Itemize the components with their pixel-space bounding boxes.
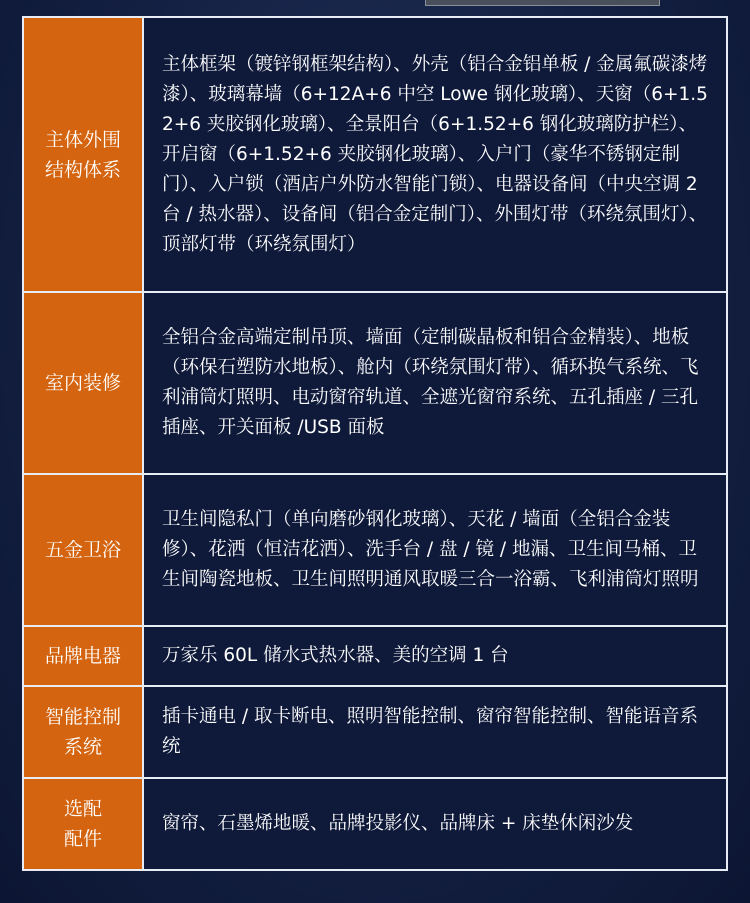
category-cell (23, 474, 143, 626)
table-row (23, 292, 727, 474)
category-cell (23, 778, 143, 870)
content-cell: 全铝合金高端定制吊顶、墙面（定制碳晶板和铝合金精装）、地板（环保石塑防水地板）、舱内（环绕氛围灯带）、循环换气系统、飞利浦筒灯照明、电动窗帘轨道、全遮光窗帘系统、五孔插座 / 三孔插座、开关面板 /USB 面板 (143, 292, 727, 474)
table-row (23, 626, 727, 686)
table-row (23, 17, 727, 292)
table-row (23, 778, 727, 870)
category-label: 室内装修 (44, 372, 121, 394)
category-cell (23, 626, 143, 686)
content-cell: 插卡通电 / 取卡断电、照明智能控制、窗帘智能控制、智能语音系统 (143, 686, 727, 778)
content-cell: 卫生间隐私门（单向磨砂钢化玻璃）、天花 / 墙面（全铝合金装修）、花洒（恒洁花洒）、洗手台 / 盘 / 镜 / 地漏、卫生间马桶、卫生间陶瓷地板、卫生间照明通风取暖三合一浴霸、飞利浦筒灯照明 (143, 474, 727, 626)
content-cell: 万家乐 60L 储水式热水器、美的空调 1 台 (143, 626, 727, 686)
category-label: 智能控制系统 (44, 706, 121, 758)
table-row (23, 474, 727, 626)
category-label: 品牌电器 (44, 645, 121, 667)
category-label: 选配配件 (63, 798, 102, 850)
content-cell: 窗帘、石墨烯地暖、品牌投影仪、品牌床 + 床垫休闲沙发 (143, 778, 727, 870)
category-cell (23, 17, 143, 292)
category-label: 五金卫浴 (44, 539, 121, 561)
table-row (23, 686, 727, 778)
content-cell: 主体框架（镀锌钢框架结构）、外壳（铝合金铝单板 / 金属氟碳漆烤漆）、玻璃幕墙（6+12A+6 中空 Lowe 钢化玻璃）、天窗（6+1.52+6 夹胶钢化玻璃）、全景阳台（6+1.52+6 钢化玻璃防护栏）、开启窗（6+1.52+6 夹胶钢化玻璃）、入户门（豪华不锈钢定制门）、入户锁（酒店户外防水智能门锁）、电器设备间（中央空调 2 台 / 热水器）、设备间（铝合金定制门）、外围灯带（环绕氛围灯）、顶部灯带（环绕氛围灯） (143, 17, 727, 292)
category-cell (23, 686, 143, 778)
category-label: 主体外围结构体系 (44, 128, 121, 181)
top-decorative-bar (425, 0, 660, 6)
spec-table (22, 16, 728, 871)
category-cell (23, 292, 143, 474)
